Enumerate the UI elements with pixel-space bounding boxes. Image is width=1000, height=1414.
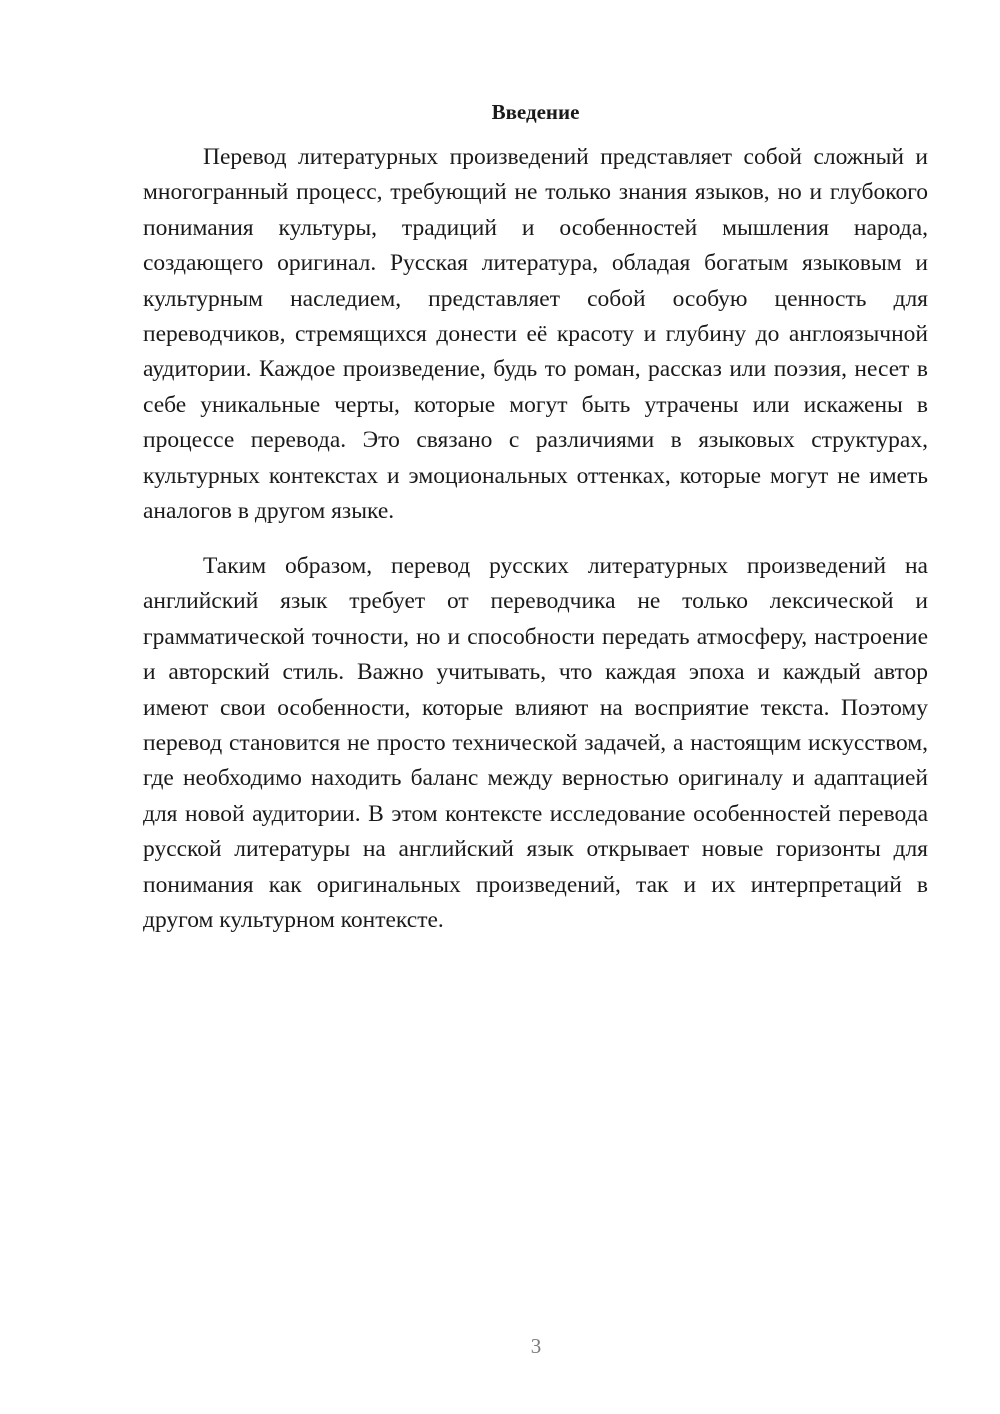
page-number: 3 <box>530 1334 542 1358</box>
paragraph-1: Перевод литературных произведений представляет собой сложный и многогранный процесс, требующий не только знания языков, но и глубокого понимания культуры, традиций и особенностей мышления народа, создающего оригинал. Русская литература, обладая богатым языковым и культурным наследием, представляет собой особую ценность для переводчиков, стремящихся донести её красоту и глубину до англоязычной аудитории. Каждое произведение, будь то роман, рассказ или поэзия, несет в себе уникальные черты, которые могут быть утрачены или искажены в процессе перевода. Это связано с различиями в языковых структурах, культурных контекстах и эмоциональных оттенках, которые могут не иметь аналогов в другом языке. <box>143 144 928 525</box>
paragraph-2: Таким образом, перевод русских литературных произведений на английский язык требует от переводчика не только лексической и грамматической точности, но и способности передать атмосферу, настроение и авторский стиль. Важно учитывать, что каждая эпоха и каждый автор имеют свои особенности, которые влияют на восприятие текста. Поэтому перевод становится не просто технической задачей, а настоящим искусством, где необходимо находить баланс между верностью оригиналу и адаптацией для новой аудитории. В этом контексте исследование особенностей перевода русской литературы на английский язык открывает новые горизонты для понимания как оригинальных произведений, так и их интерпретаций в другом культурном контексте. <box>143 553 928 934</box>
section-heading: Введение <box>491 100 580 124</box>
